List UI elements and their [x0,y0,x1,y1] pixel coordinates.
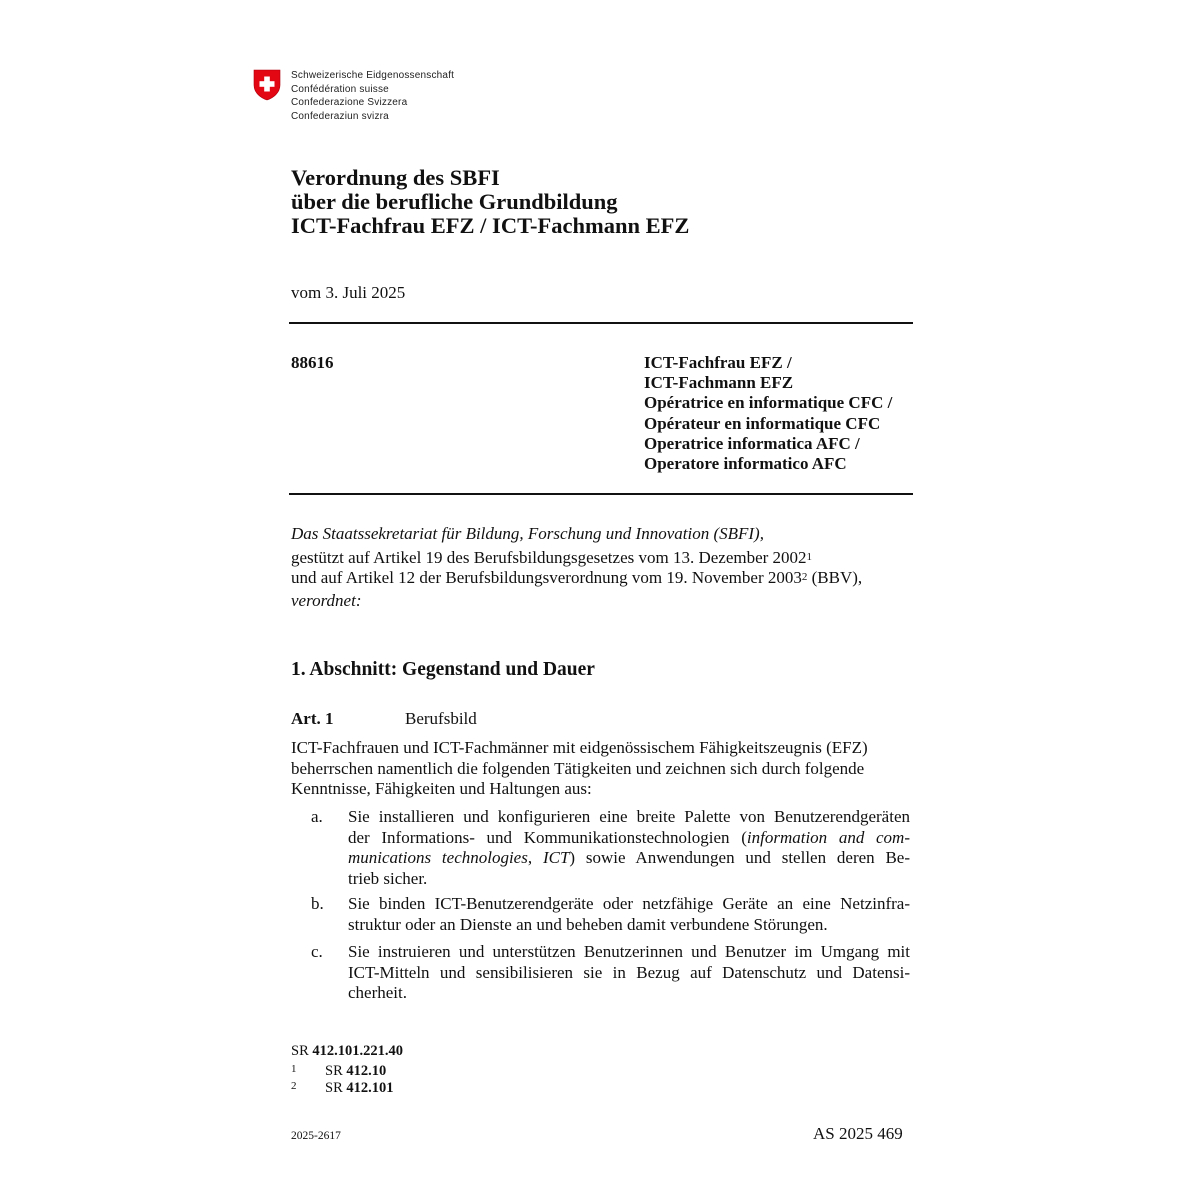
confederation-names [291,69,454,123]
footnote: 1 SR 412.10 [291,1063,387,1079]
preamble-basis-1: gestützt auf Artikel 19 des Berufsbildungsgesetzes vom 13. Dezember 2002$^1$ [291,547,813,567]
item-line: munications technologies, ICT) sowie Anwendungen und stellen deren Be- [348,848,911,867]
item-line: trieb sicher. [348,868,428,888]
article-intro [291,738,911,800]
document-title [291,166,689,238]
title-line: über die berufliche Grundbildung [291,189,618,214]
document-number: 2025-2617 [291,1130,341,1142]
footnote-ref[interactable]: 1 [806,550,813,563]
occupation-number: 88616 [291,353,334,372]
item-line: cherheit. [348,983,407,1002]
preamble [291,524,916,611]
item-letter: b. [311,894,324,913]
footnote-ref-link[interactable]: 412.101 [346,1080,394,1096]
article-number: Art. 1 [291,709,334,728]
title-line: ICT-Fachfrau EFZ / ICT-Fachmann EFZ [291,213,690,238]
intro-line: Kenntnisse, Fähigkeiten und Haltungen aus: [291,779,592,798]
document-date: vom 3. Juli 2025 [291,283,406,302]
occupation-title-line: Operatrice informatica AFC / [644,433,860,453]
item-line: Sie instruieren und unterstützen Benutzerinnen und Benutzer im Umgang mit [348,942,910,961]
official-collection-ref: AS 2025 469 [813,1124,903,1143]
footnote-mark: 1 [291,1063,297,1075]
footnote-mark: 2 [291,1080,297,1092]
footnote-ref[interactable]: 2 [801,571,808,583]
confederation-name-rm: Confederaziun svizra [291,110,389,122]
occupation-title-line: Operatore informatico AFC [644,454,847,474]
occupation-title-line: Opérateur en informatique CFC [644,413,881,433]
footnote: 2 SR 412.101 [291,1080,394,1096]
item-text [348,807,910,889]
item-letter: c. [311,942,323,961]
item-line: Sie installieren und konfigurieren eine breite Palette von Benutzerendgeräten [348,807,910,826]
item-line: Sie binden ICT-Benutzerendgeräte oder netzfähige Geräte an eine Netzinfra- [348,894,910,913]
occupation-titles [644,353,892,474]
preamble-basis-2: und auf Artikel 12 der Berufsbildungsverordnung vom 19. November 2003$^2$ (BBV), [291,568,863,587]
occupation-title-line: ICT-Fachmann EFZ [644,373,794,393]
section-heading: 1. Abschnitt: Gegenstand und Dauer [291,659,595,680]
preamble-decrees: verordnet: [291,590,362,610]
article-title: Berufsbild [405,709,477,728]
top-divider [289,322,913,324]
sr-number: SR 412.101.221.40 [291,1043,403,1059]
item-text [348,894,910,935]
occupation-title-line: ICT-Fachfrau EFZ / [644,353,792,372]
bottom-divider [289,493,913,495]
item-line: struktur oder an Dienste an und beheben damit verbundene Störungen. [348,914,828,934]
intro-line: ICT-Fachfrauen und ICT-Fachmänner mit eidgenössischem Fähigkeitszeugnis (EFZ) [291,738,868,757]
item-line: ICT-Mitteln und sensibilisieren sie in Bezug auf Datenschutz und Datensi- [348,962,910,982]
item-letter: a. [311,807,323,826]
title-line: Verordnung des SBFI [291,165,500,190]
intro-line: beherrschen namentlich die folgenden Tätigkeiten und zeichnen sich durch folgende [291,758,865,778]
confederation-name-de: Schweizerische Eidgenossenschaft [291,70,455,81]
preamble-authority: Das Staatssekretariat für Bildung, Forschung und Innovation (SBFI), [291,524,764,543]
item-text [348,942,910,1004]
confederation-name-fr: Confédération suisse [291,83,389,95]
confederation-name-it: Confederazione Svizzera [291,97,408,108]
swiss-cross-shield-icon [253,69,281,101]
occupation-title-line: Opératrice en informatique CFC / [644,393,893,413]
item-line: der Informations- und Kommunikationstechnologien (information and com- [348,827,910,847]
footnote-ref-link[interactable]: 412.10 [346,1063,387,1079]
